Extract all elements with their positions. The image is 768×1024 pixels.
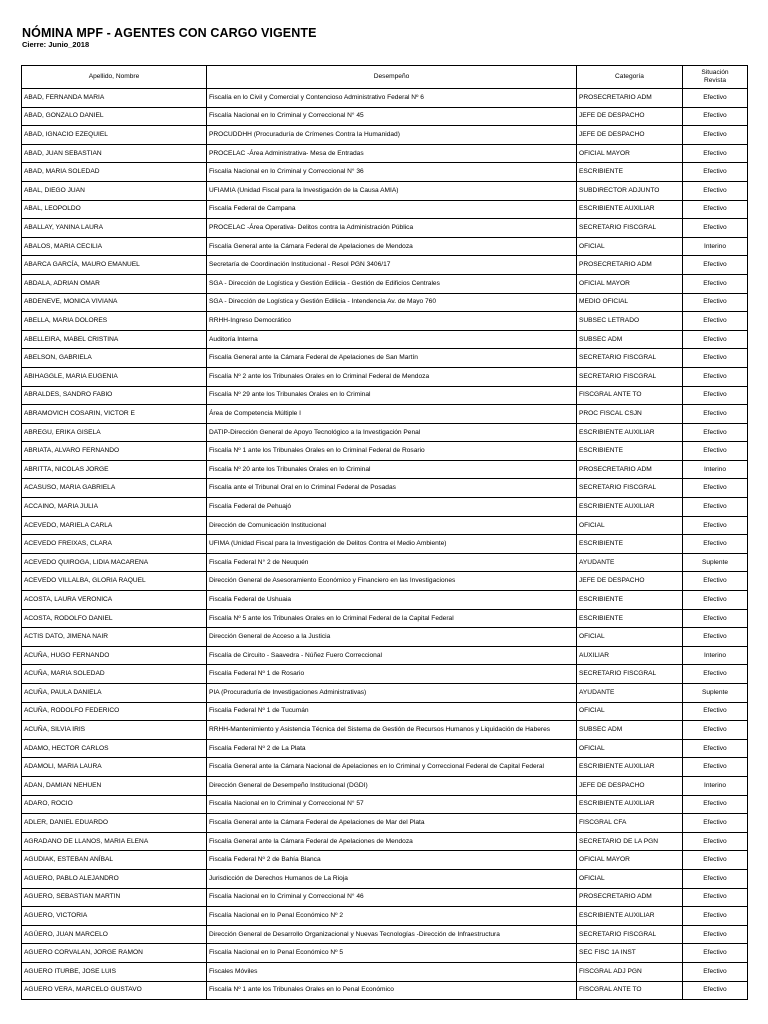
cell-role: Fiscalía de Circuito - Saavedra - Núñez Fuero Correccional bbox=[207, 646, 577, 665]
cell-name: ACUÑA, HUGO FERNANDO bbox=[22, 646, 207, 665]
cell-name: ADARO, ROCIO bbox=[22, 795, 207, 814]
cell-role: Fiscales Móviles bbox=[207, 962, 577, 981]
column-header-category: Categoría bbox=[577, 66, 683, 89]
cell-category: ESCRIBIENTE bbox=[577, 163, 683, 182]
cell-name: ABAD, MARIA SOLEDAD bbox=[22, 163, 207, 182]
cell-role: Secretaría de Coordinación Institucional - Resol PGN 3406/17 bbox=[207, 256, 577, 275]
cell-status: Efectivo bbox=[683, 739, 748, 758]
table-row bbox=[22, 553, 748, 572]
cell-category: OFICIAL MAYOR bbox=[577, 851, 683, 870]
cell-status: Efectivo bbox=[683, 832, 748, 851]
table-row bbox=[22, 237, 748, 256]
cell-name: ABALLAY, YANINA LAURA bbox=[22, 219, 207, 238]
table-row bbox=[22, 423, 748, 442]
cell-category: ESCRIBIENTE AUXILIAR bbox=[577, 758, 683, 777]
cell-category: PROSECRETARIO ADM bbox=[577, 89, 683, 108]
cell-role: Fiscalía en lo Civil y Comercial y Contencioso Administrativo Federal Nº 6 bbox=[207, 89, 577, 108]
cell-status: Efectivo bbox=[683, 907, 748, 926]
table-row bbox=[22, 181, 748, 200]
cell-role: UFIMA (Unidad Fiscal para la Investigación de Delitos Contra el Medio Ambiente) bbox=[207, 535, 577, 554]
cell-role: Fiscalía General ante la Cámara Federal de Apelaciones de Mar del Plata bbox=[207, 814, 577, 833]
table-row bbox=[22, 349, 748, 368]
cell-name: AGUERO VERA, MARCELO GUSTAVO bbox=[22, 981, 207, 1000]
cell-category: ESCRIBIENTE bbox=[577, 442, 683, 461]
cell-status: Efectivo bbox=[683, 888, 748, 907]
cell-role: Fiscalía Nacional en lo Penal Económico Nº 2 bbox=[207, 907, 577, 926]
cell-category: OFICIAL bbox=[577, 739, 683, 758]
cell-category: SUBSEC ADM bbox=[577, 721, 683, 740]
cell-status: Efectivo bbox=[683, 981, 748, 1000]
cell-status: Efectivo bbox=[683, 126, 748, 145]
cell-category: SECRETARIO FISCGRAL bbox=[577, 665, 683, 684]
cell-name: ABRALDES, SANDRO FABIO bbox=[22, 386, 207, 405]
cell-category: SUBSEC LETRADO bbox=[577, 312, 683, 331]
cell-role: Dirección de Comunicación Institucional bbox=[207, 516, 577, 535]
cell-status: Efectivo bbox=[683, 200, 748, 219]
cell-name: ACEVEDO QUIROGA, LIDIA MACARENA bbox=[22, 553, 207, 572]
cell-role: SGA - Dirección de Logística y Gestión Edilicia - Gestión de Edificios Centrales bbox=[207, 274, 577, 293]
cell-category: SUBSEC ADM bbox=[577, 330, 683, 349]
table-row bbox=[22, 312, 748, 331]
cell-role: Fiscalía Nº 1 ante los Tribunales Orales en lo Criminal Federal de Rosario bbox=[207, 442, 577, 461]
cell-role: Fiscalía Nº 5 ante los Tribunales Orales en lo Criminal Federal de la Capital Federal bbox=[207, 609, 577, 628]
table-row bbox=[22, 851, 748, 870]
cell-name: AGUERO CORVALAN, JORGE RAMON bbox=[22, 944, 207, 963]
table-row bbox=[22, 981, 748, 1000]
cell-role: Fiscalía Nacional en lo Criminal y Correccional N° 36 bbox=[207, 163, 577, 182]
cell-role: SGA - Dirección de Logística y Gestión Edilicia - Intendencia Av. de Mayo 760 bbox=[207, 293, 577, 312]
cell-name: ABELSON, GABRIELA bbox=[22, 349, 207, 368]
table-row bbox=[22, 442, 748, 461]
cell-role: RRHH-Ingreso Democrático bbox=[207, 312, 577, 331]
cell-name: ABALOS, MARIA CECILIA bbox=[22, 237, 207, 256]
cell-status: Efectivo bbox=[683, 628, 748, 647]
cell-role: Fiscalía General ante la Cámara Federal de Apelaciones de Mendoza bbox=[207, 832, 577, 851]
cell-name: ABAL, LEOPOLDO bbox=[22, 200, 207, 219]
table-row bbox=[22, 925, 748, 944]
cell-status: Efectivo bbox=[683, 851, 748, 870]
cell-category: SECRETARIO FISCGRAL bbox=[577, 925, 683, 944]
table-row bbox=[22, 776, 748, 795]
cell-name: ACEVEDO VILLALBA, GLORIA RAQUEL bbox=[22, 572, 207, 591]
cell-role: Fiscalía Federal de Pehuajó bbox=[207, 498, 577, 517]
table-row bbox=[22, 516, 748, 535]
staff-table bbox=[21, 65, 748, 1000]
cell-status: Efectivo bbox=[683, 665, 748, 684]
cell-role: Fiscalía Federal Nº 1 de Tucumán bbox=[207, 702, 577, 721]
cell-role: PROCELAC -Área Administrativa- Mesa de Entradas bbox=[207, 144, 577, 163]
column-header-status: Situación Revista bbox=[683, 66, 748, 89]
cell-role: PROCUDDHH (Procuraduría de Crímenes Contra la Humanidad) bbox=[207, 126, 577, 145]
table-row bbox=[22, 591, 748, 610]
page-title: NÓMINA MPF - AGENTES CON CARGO VIGENTE bbox=[22, 26, 317, 40]
cell-role: PIA (Procuraduría de Investigaciones Administrativas) bbox=[207, 684, 577, 703]
cell-name: ABAD, IGNACIO EZEQUIEL bbox=[22, 126, 207, 145]
cell-category: ESCRIBIENTE AUXILIAR bbox=[577, 907, 683, 926]
cell-name: ACCAINO, MARIA JULIA bbox=[22, 498, 207, 517]
table-body bbox=[22, 89, 748, 1000]
cell-category: OFICIAL bbox=[577, 237, 683, 256]
cell-name: ADAMOLI, MARIA LAURA bbox=[22, 758, 207, 777]
cell-category: ESCRIBIENTE bbox=[577, 591, 683, 610]
cell-name: AGUDIAK, ESTEBAN ANÍBAL bbox=[22, 851, 207, 870]
table-row bbox=[22, 572, 748, 591]
table-row bbox=[22, 721, 748, 740]
cell-status: Efectivo bbox=[683, 181, 748, 200]
table-row bbox=[22, 107, 748, 126]
cell-name: ADAN, DAMIAN NEHUEN bbox=[22, 776, 207, 795]
cell-name: ABAD, GONZALO DANIEL bbox=[22, 107, 207, 126]
table-row bbox=[22, 330, 748, 349]
cell-role: Dirección General de Desempeño Institucional (DGDI) bbox=[207, 776, 577, 795]
table-row bbox=[22, 293, 748, 312]
cell-status: Efectivo bbox=[683, 944, 748, 963]
cell-name: ADLER, DANIEL EDUARDO bbox=[22, 814, 207, 833]
column-header-name: Apellido, Nombre bbox=[22, 66, 207, 89]
cell-role: Fiscalía General ante la Cámara Nacional de Apelaciones en lo Criminal y Correccional Federal de Capital Federal bbox=[207, 758, 577, 777]
cell-category: FISCGRAL CFA bbox=[577, 814, 683, 833]
cell-category: SUBDIRECTOR ADJUNTO bbox=[577, 181, 683, 200]
cell-name: AGUERO, VICTORIA bbox=[22, 907, 207, 926]
cell-status: Efectivo bbox=[683, 962, 748, 981]
cell-status: Efectivo bbox=[683, 293, 748, 312]
cell-role: UFIAMIA (Unidad Fiscal para la Investigación de la Causa AMIA) bbox=[207, 181, 577, 200]
cell-status: Efectivo bbox=[683, 405, 748, 424]
cell-category: PROSECRETARIO ADM bbox=[577, 256, 683, 275]
cell-category: ESCRIBIENTE AUXILIAR bbox=[577, 423, 683, 442]
cell-role: Fiscalía Federal N° 2 de Neuquén bbox=[207, 553, 577, 572]
cell-name: ACUÑA, PAULA DANIELA bbox=[22, 684, 207, 703]
cell-status: Efectivo bbox=[683, 423, 748, 442]
cell-role: Fiscalía Federal de Ushuaia bbox=[207, 591, 577, 610]
cell-role: Fiscalía General ante la Cámara Federal de Apelaciones de Mendoza bbox=[207, 237, 577, 256]
cell-status: Efectivo bbox=[683, 312, 748, 331]
cell-category: SEC FISC 1A INST bbox=[577, 944, 683, 963]
cell-name: ABIHAGGLE, MARIA EUGENIA bbox=[22, 367, 207, 386]
cell-category: PROSECRETARIO ADM bbox=[577, 460, 683, 479]
table-row bbox=[22, 609, 748, 628]
cell-role: RRHH-Mantenimiento y Asistencia Técnica del Sistema de Gestión de Recursos Humanos y Liquidación de Haberes bbox=[207, 721, 577, 740]
cell-name: ACUÑA, SILVIA IRIS bbox=[22, 721, 207, 740]
cell-role: Área de Competencia Múltiple I bbox=[207, 405, 577, 424]
table-row bbox=[22, 367, 748, 386]
table-row bbox=[22, 144, 748, 163]
cell-role: Jurisdicción de Derechos Humanos de La Rioja bbox=[207, 869, 577, 888]
cell-category: AYUDANTE bbox=[577, 684, 683, 703]
table-row bbox=[22, 200, 748, 219]
cell-role: Fiscalía Nº 20 ante los Tribunales Orales en lo Criminal bbox=[207, 460, 577, 479]
cell-name: ACASUSO, MARIA GABRIELA bbox=[22, 479, 207, 498]
cell-category: FISCGRAL ADJ PGN bbox=[577, 962, 683, 981]
cell-category: SECRETARIO FISCGRAL bbox=[577, 479, 683, 498]
table-row bbox=[22, 646, 748, 665]
cell-category: ESCRIBIENTE AUXILIAR bbox=[577, 795, 683, 814]
cell-category: AYUDANTE bbox=[577, 553, 683, 572]
header-row bbox=[22, 66, 748, 89]
table-row bbox=[22, 869, 748, 888]
column-header-role: Desempeño bbox=[207, 66, 577, 89]
cell-name: ACEVEDO FREIXAS, CLARA bbox=[22, 535, 207, 554]
cell-name: ABELLA, MARIA DOLORES bbox=[22, 312, 207, 331]
cell-name: ABARCA GARCÍA, MAURO EMANUEL bbox=[22, 256, 207, 275]
cell-status: Efectivo bbox=[683, 367, 748, 386]
cell-status: Efectivo bbox=[683, 163, 748, 182]
cell-role: DATIP-Dirección General de Apoyo Tecnológico a la Investigación Penal bbox=[207, 423, 577, 442]
table-row bbox=[22, 944, 748, 963]
cell-status: Efectivo bbox=[683, 814, 748, 833]
cell-role: Fiscalía Federal Nº 2 de Bahía Blanca bbox=[207, 851, 577, 870]
cell-category: OFICIAL MAYOR bbox=[577, 144, 683, 163]
cell-role: Fiscalía Nacional en lo Penal Económico Nº 5 bbox=[207, 944, 577, 963]
cell-role: Fiscalía Nacional en lo Criminal y Correccional N° 57 bbox=[207, 795, 577, 814]
cell-name: ABDENEVE, MONICA VIVIANA bbox=[22, 293, 207, 312]
cell-status: Interino bbox=[683, 237, 748, 256]
cell-role: Fiscalía Federal Nº 1 de Rosario bbox=[207, 665, 577, 684]
table-row bbox=[22, 758, 748, 777]
cell-name: ABRITTA, NICOLAS JORGE bbox=[22, 460, 207, 479]
table-row bbox=[22, 702, 748, 721]
table-row bbox=[22, 739, 748, 758]
cell-category: JEFE DE DESPACHO bbox=[577, 776, 683, 795]
cell-category: JEFE DE DESPACHO bbox=[577, 572, 683, 591]
cell-name: ABAL, DIEGO JUAN bbox=[22, 181, 207, 200]
table-row bbox=[22, 535, 748, 554]
table-row bbox=[22, 498, 748, 517]
cell-category: MEDIO OFICIAL bbox=[577, 293, 683, 312]
cell-status: Interino bbox=[683, 646, 748, 665]
table-row bbox=[22, 888, 748, 907]
cell-category: ESCRIBIENTE AUXILIAR bbox=[577, 200, 683, 219]
cell-status: Interino bbox=[683, 460, 748, 479]
cell-status: Efectivo bbox=[683, 330, 748, 349]
cell-status: Efectivo bbox=[683, 925, 748, 944]
cell-role: Fiscalía General ante la Cámara Federal de Apelaciones de San Martín bbox=[207, 349, 577, 368]
table-row bbox=[22, 460, 748, 479]
cell-category: JEFE DE DESPACHO bbox=[577, 126, 683, 145]
cell-status: Efectivo bbox=[683, 591, 748, 610]
cell-name: ADAMO, HECTOR CARLOS bbox=[22, 739, 207, 758]
cell-status: Efectivo bbox=[683, 498, 748, 517]
cell-status: Efectivo bbox=[683, 758, 748, 777]
cell-name: ABELLEIRA, MABEL CRISTINA bbox=[22, 330, 207, 349]
cell-category: SECRETARIO FISCGRAL bbox=[577, 349, 683, 368]
cell-status: Efectivo bbox=[683, 721, 748, 740]
cell-name: ABAD, JUAN SEBASTIAN bbox=[22, 144, 207, 163]
cell-role: Fiscalía Nº 29 ante los Tribunales Orales en lo Criminal bbox=[207, 386, 577, 405]
cell-role: Dirección General de Acceso a la Justicia bbox=[207, 628, 577, 647]
cell-category: OFICIAL bbox=[577, 516, 683, 535]
cell-category: OFICIAL bbox=[577, 628, 683, 647]
cell-category: SECRETARIO FISCGRAL bbox=[577, 367, 683, 386]
cell-name: ABDALA, ADRIAN OMAR bbox=[22, 274, 207, 293]
cell-name: ACOSTA, RODOLFO DANIEL bbox=[22, 609, 207, 628]
cell-role: Fiscalía ante el Tribunal Oral en lo Criminal Federal de Posadas bbox=[207, 479, 577, 498]
cell-role: Fiscalía Federal de Campana bbox=[207, 200, 577, 219]
table-row bbox=[22, 907, 748, 926]
table-row bbox=[22, 89, 748, 108]
cell-category: PROSECRETARIO ADM bbox=[577, 888, 683, 907]
cell-category: SECRETARIO DE LA PGN bbox=[577, 832, 683, 851]
cell-category: PROC FISCAL CSJN bbox=[577, 405, 683, 424]
cell-category: OFICIAL MAYOR bbox=[577, 274, 683, 293]
cell-role: PROCELAC -Área Operativa- Delitos contra la Administración Pública bbox=[207, 219, 577, 238]
cell-name: ACUÑA, RODOLFO FEDERICO bbox=[22, 702, 207, 721]
cell-category: ESCRIBIENTE bbox=[577, 535, 683, 554]
cell-status: Efectivo bbox=[683, 516, 748, 535]
cell-name: ABRAMOVICH COSARIN, VICTOR E bbox=[22, 405, 207, 424]
cell-name: ABREGU, ERIKA GISELA bbox=[22, 423, 207, 442]
cell-name: ACEVEDO, MARIELA CARLA bbox=[22, 516, 207, 535]
cell-status: Efectivo bbox=[683, 869, 748, 888]
cell-status: Efectivo bbox=[683, 702, 748, 721]
cell-name: ABAD, FERNANDA MARIA bbox=[22, 89, 207, 108]
cell-role: Fiscalía Nº 2 ante los Tribunales Orales en lo Criminal Federal de Mendoza bbox=[207, 367, 577, 386]
cell-status: Interino bbox=[683, 776, 748, 795]
table-row bbox=[22, 795, 748, 814]
cell-role: Fiscalía Federal Nº 2 de La Plata bbox=[207, 739, 577, 758]
table-row bbox=[22, 405, 748, 424]
cell-status: Efectivo bbox=[683, 795, 748, 814]
cell-status: Efectivo bbox=[683, 572, 748, 591]
table-row bbox=[22, 832, 748, 851]
table-row bbox=[22, 962, 748, 981]
cell-category: SECRETARIO FISCGRAL bbox=[577, 219, 683, 238]
cell-category: ESCRIBIENTE bbox=[577, 609, 683, 628]
cell-status: Efectivo bbox=[683, 535, 748, 554]
cell-name: AGÜERO, JUAN MARCELO bbox=[22, 925, 207, 944]
cell-status: Suplente bbox=[683, 553, 748, 572]
cell-name: AGUERO, SEBASTIAN MARTIN bbox=[22, 888, 207, 907]
table-row bbox=[22, 479, 748, 498]
cell-name: AGRADANO DE LLANOS, MARIA ELENA bbox=[22, 832, 207, 851]
cell-name: AGUERO ITURBE, JOSE LUIS bbox=[22, 962, 207, 981]
cell-role: Dirección General de Asesoramiento Económico y Financiero en las Investigaciones bbox=[207, 572, 577, 591]
table-row bbox=[22, 126, 748, 145]
cell-status: Efectivo bbox=[683, 219, 748, 238]
cell-name: ABRIATA, ALVARO FERNANDO bbox=[22, 442, 207, 461]
table-row bbox=[22, 665, 748, 684]
table-row bbox=[22, 386, 748, 405]
cell-status: Efectivo bbox=[683, 274, 748, 293]
cell-category: AUXILIAR bbox=[577, 646, 683, 665]
table-row bbox=[22, 684, 748, 703]
cell-name: AGUERO, PABLO ALEJANDRO bbox=[22, 869, 207, 888]
table-row bbox=[22, 163, 748, 182]
cell-category: JEFE DE DESPACHO bbox=[577, 107, 683, 126]
cell-status: Efectivo bbox=[683, 144, 748, 163]
table-row bbox=[22, 219, 748, 238]
cell-status: Efectivo bbox=[683, 442, 748, 461]
cell-status: Efectivo bbox=[683, 89, 748, 108]
cell-name: ACTIS DATO, JIMENA NAIR bbox=[22, 628, 207, 647]
table-row bbox=[22, 274, 748, 293]
cell-category: OFICIAL bbox=[577, 702, 683, 721]
cell-role: Fiscalía Nº 1 ante los Tribunales Orales en lo Penal Económico bbox=[207, 981, 577, 1000]
cell-role: Auditoría Interna bbox=[207, 330, 577, 349]
cell-status: Efectivo bbox=[683, 609, 748, 628]
cell-category: FISCGRAL ANTE TO bbox=[577, 386, 683, 405]
cell-category: ESCRIBIENTE AUXILIAR bbox=[577, 498, 683, 517]
cell-status: Efectivo bbox=[683, 107, 748, 126]
report-cutoff-date: Cierre: Junio_2018 bbox=[22, 40, 90, 49]
cell-role: Fiscalía Nacional en lo Criminal y Correccional N° 45 bbox=[207, 107, 577, 126]
cell-status: Efectivo bbox=[683, 349, 748, 368]
cell-role: Dirección General de Desarrollo Organizacional y Nuevas Tecnologías -Dirección de Infraestructura bbox=[207, 925, 577, 944]
table-row bbox=[22, 814, 748, 833]
cell-status: Suplente bbox=[683, 684, 748, 703]
cell-name: ACUÑA, MARIA SOLEDAD bbox=[22, 665, 207, 684]
cell-status: Efectivo bbox=[683, 479, 748, 498]
cell-status: Efectivo bbox=[683, 386, 748, 405]
table-row bbox=[22, 628, 748, 647]
cell-category: OFICIAL bbox=[577, 869, 683, 888]
cell-status: Efectivo bbox=[683, 256, 748, 275]
cell-category: FISCGRAL ANTE TO bbox=[577, 981, 683, 1000]
cell-name: ACOSTA, LAURA VERONICA bbox=[22, 591, 207, 610]
table-header bbox=[22, 66, 748, 89]
cell-role: Fiscalía Nacional en lo Criminal y Correccional N° 46 bbox=[207, 888, 577, 907]
table-row bbox=[22, 256, 748, 275]
